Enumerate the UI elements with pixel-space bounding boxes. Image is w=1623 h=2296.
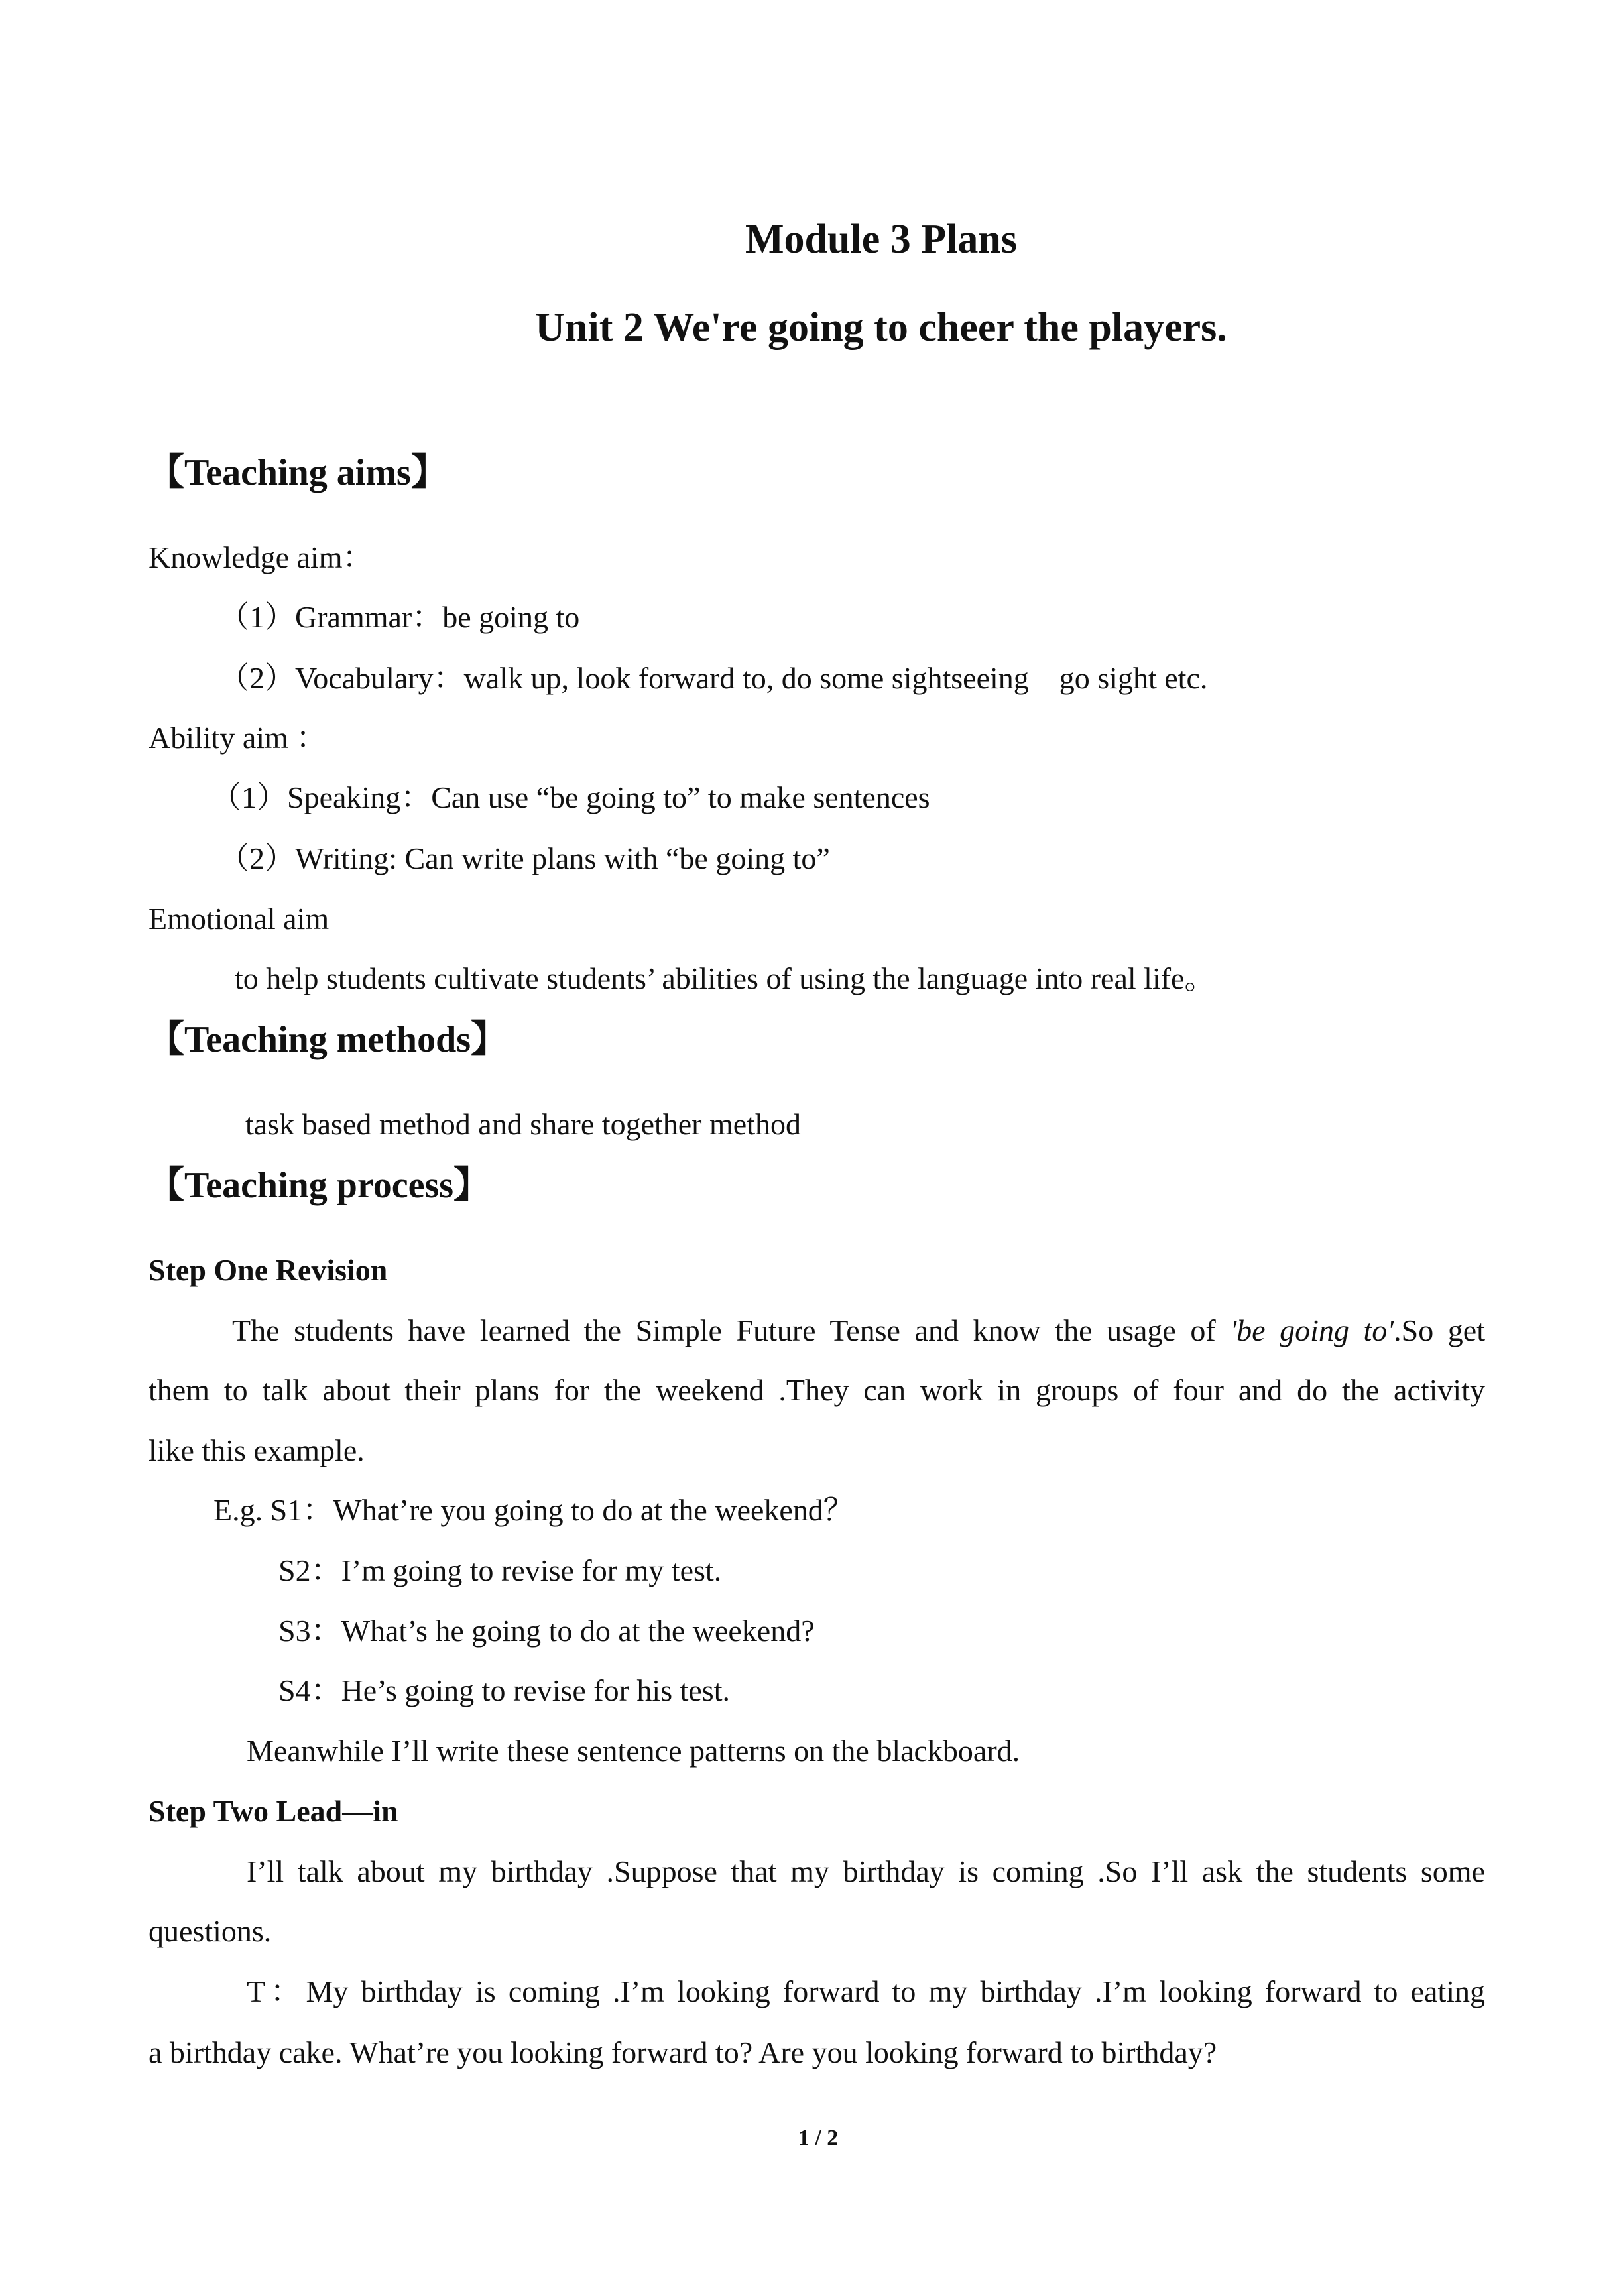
knowledge-vocabulary: （2）Vocabulary：walk up, look forward to, do some sightseeing go sight etc. [219, 661, 1208, 695]
example-s2: S2：I’m going to revise for my test. [278, 1553, 722, 1587]
step-two-paragraph-line-1: I’ll talk about my birthday .Suppose that my birthday is coming .So I’ll ask the students some [247, 1854, 1485, 1888]
step-one-paragraph-line-3: like this example. [149, 1433, 365, 1467]
page-number: 1 / 2 [798, 2126, 839, 2150]
ability-aim-label: Ability aim ： [149, 721, 327, 755]
module-title: Module 3 Plans [745, 217, 1017, 262]
teacher-line-2: a birthday cake. What’re you looking forward to? Are you looking forward to birthday? [149, 2035, 1217, 2069]
example-s3: S3：What’s he going to do at the weekend? [278, 1614, 815, 1648]
ability-speaking: （1）Speaking：Can use “be going to” to make sentences [211, 780, 930, 814]
step-two-title: Step Two Lead—in [149, 1794, 398, 1828]
step-one-paragraph-line-2: them to talk about their plans for the weekend .They can work in groups of four and do the activity [149, 1373, 1485, 1407]
teaching-methods-text: task based method and share together method [245, 1107, 801, 1141]
step-one-italic-phrase: 'be going to' [1230, 1313, 1394, 1347]
meanwhile-text: Meanwhile I’ll write these sentence patterns on the blackboard. [247, 1734, 1020, 1768]
emotional-aim-text: to help students cultivate students’ abilities of using the language into real life。 [235, 961, 1215, 995]
example-s1: E.g. S1：What’re you going to do at the weekend？ [213, 1493, 854, 1527]
step-one-text-a: The students have learned the Simple Future Tense and know the usage of [232, 1313, 1231, 1347]
step-one-text-b: .So get [1394, 1313, 1485, 1347]
example-s4: S4：He’s going to revise for his test. [278, 1673, 730, 1707]
teaching-methods-heading: 【Teaching methods】 [147, 1019, 509, 1060]
step-one-paragraph-line-1 [232, 1315, 1485, 1346]
teaching-process-heading: 【Teaching process】 [147, 1165, 491, 1206]
knowledge-aim-label: Knowledge aim： [149, 540, 373, 574]
unit-title: Unit 2 We're going to cheer the players. [535, 305, 1227, 350]
emotional-aim-label: Emotional aim [149, 902, 330, 936]
ability-writing: （2）Writing: Can write plans with “be going to” [219, 841, 830, 875]
step-one-title: Step One Revision [149, 1253, 388, 1287]
teacher-line-1: T：My birthday is coming .I’m looking forward to my birthday .I’m looking forward to eating [247, 1974, 1485, 2008]
step-two-paragraph-line-2: questions. [149, 1914, 272, 1948]
teaching-aims-heading: 【Teaching aims】 [147, 452, 448, 493]
knowledge-grammar: （1）Grammar：be going to [219, 600, 580, 634]
